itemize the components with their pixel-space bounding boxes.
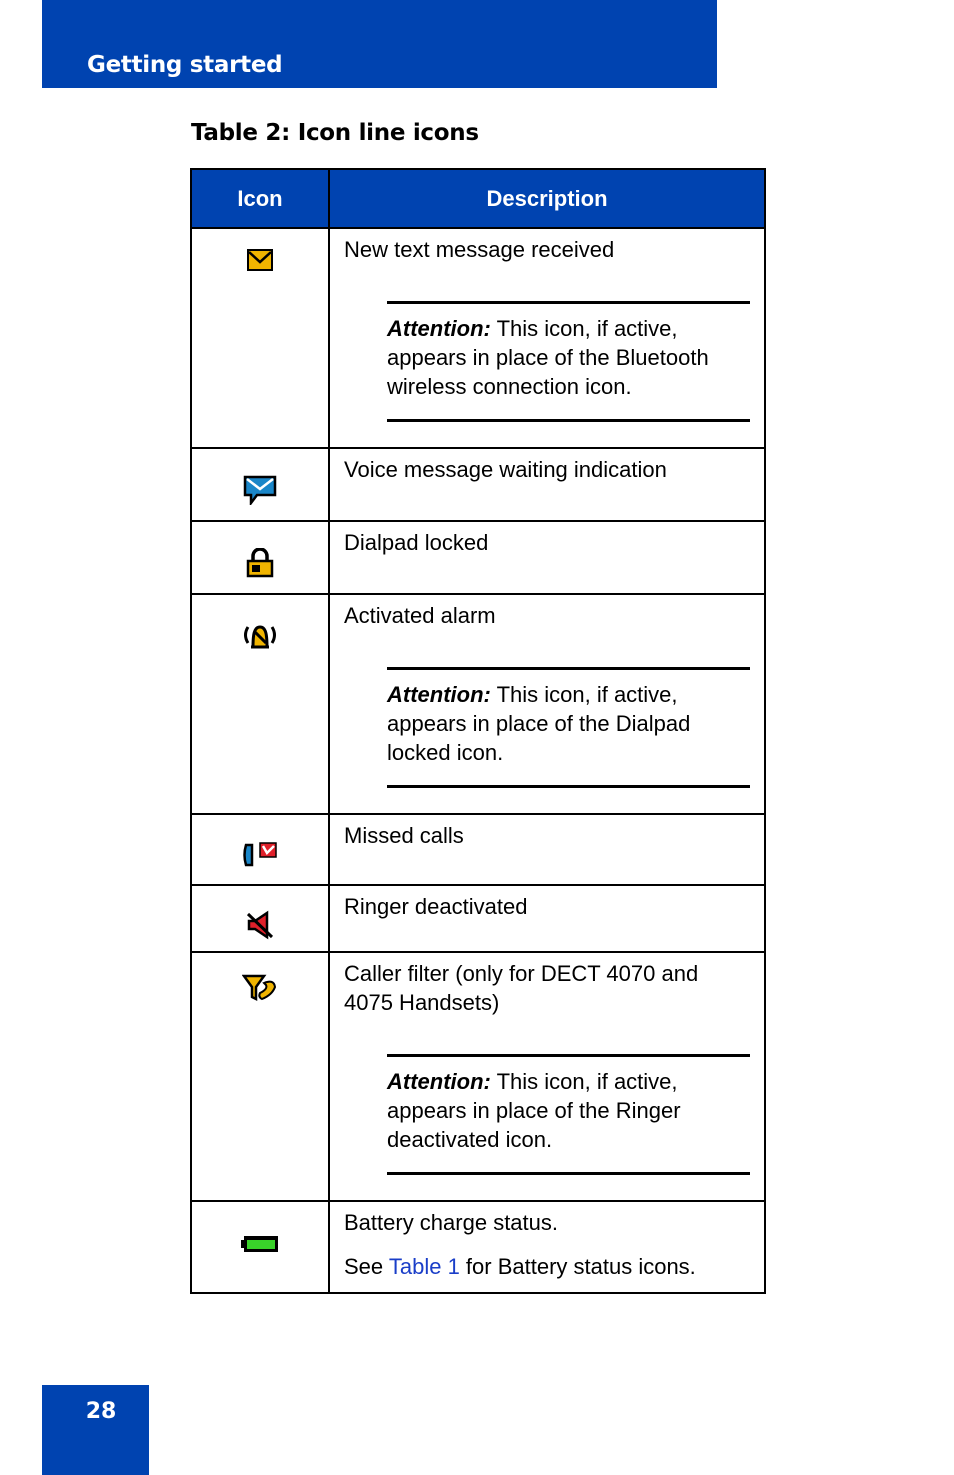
description-cell bbox=[329, 885, 765, 952]
attention-note bbox=[387, 301, 750, 422]
table-1-link[interactable]: Table 1 bbox=[388, 1254, 460, 1279]
column-header-icon: Icon bbox=[191, 169, 329, 228]
see-prefix: See bbox=[344, 1254, 389, 1279]
alarm-bell-icon bbox=[240, 621, 280, 658]
row-description: Battery charge status. bbox=[344, 1210, 558, 1235]
attention-label: Attention: bbox=[387, 682, 491, 707]
icon-cell bbox=[191, 952, 329, 1201]
icon-cell bbox=[191, 885, 329, 952]
see-also-line bbox=[344, 1252, 750, 1281]
row-description: New text message received bbox=[344, 237, 615, 262]
icon-cell bbox=[191, 814, 329, 885]
icon-cell bbox=[191, 521, 329, 594]
description-cell bbox=[329, 228, 765, 448]
voice-message-icon bbox=[243, 475, 277, 512]
table-row bbox=[191, 448, 765, 521]
table-header-row bbox=[191, 169, 765, 228]
attention-label: Attention: bbox=[387, 1069, 491, 1094]
table-row bbox=[191, 228, 765, 448]
table-row bbox=[191, 885, 765, 952]
attention-note bbox=[387, 667, 750, 788]
row-description: Dialpad locked bbox=[344, 530, 489, 555]
page-number: 28 bbox=[85, 1399, 117, 1424]
attention-label: Attention: bbox=[387, 316, 491, 341]
description-cell bbox=[329, 814, 765, 885]
table-caption: Table 2: Icon line icons bbox=[191, 120, 479, 146]
battery-icon bbox=[240, 1232, 280, 1261]
icon-table bbox=[190, 168, 766, 1294]
description-cell bbox=[329, 594, 765, 814]
see-suffix: for Battery status icons. bbox=[459, 1254, 696, 1279]
table-row bbox=[191, 521, 765, 594]
description-cell bbox=[329, 952, 765, 1201]
padlock-icon bbox=[246, 548, 274, 585]
caller-filter-icon bbox=[242, 973, 278, 1010]
row-description: Voice message waiting indication bbox=[344, 457, 667, 482]
table-row bbox=[191, 952, 765, 1201]
icon-cell bbox=[191, 594, 329, 814]
icon-cell bbox=[191, 1201, 329, 1293]
row-description: Activated alarm bbox=[344, 603, 496, 628]
attention-text: This icon, if active, appears in place of the Ringer deactivated icon. bbox=[387, 1069, 681, 1152]
section-title: Getting started bbox=[87, 52, 283, 78]
description-cell bbox=[329, 1201, 765, 1293]
missed-call-icon bbox=[242, 841, 278, 876]
table-row bbox=[191, 814, 765, 885]
description-cell bbox=[329, 521, 765, 594]
attention-text: This icon, if active, appears in place of the Dialpad locked icon. bbox=[387, 682, 691, 765]
table-row bbox=[191, 594, 765, 814]
row-description: Missed calls bbox=[344, 823, 464, 848]
envelope-icon bbox=[247, 249, 273, 278]
table-row bbox=[191, 1201, 765, 1293]
row-description: Caller filter (only for DECT 4070 and 4075 Handsets) bbox=[344, 961, 699, 1015]
column-header-description: Description bbox=[329, 169, 765, 228]
header-bar bbox=[42, 0, 717, 88]
attention-text: This icon, if active, appears in place of the Bluetooth wireless connection icon. bbox=[387, 316, 709, 399]
page-number-box bbox=[42, 1385, 149, 1475]
icon-cell bbox=[191, 228, 329, 448]
description-cell bbox=[329, 448, 765, 521]
ringer-off-icon bbox=[245, 910, 275, 947]
row-description: Ringer deactivated bbox=[344, 894, 528, 919]
icon-cell bbox=[191, 448, 329, 521]
attention-note bbox=[387, 1054, 750, 1175]
